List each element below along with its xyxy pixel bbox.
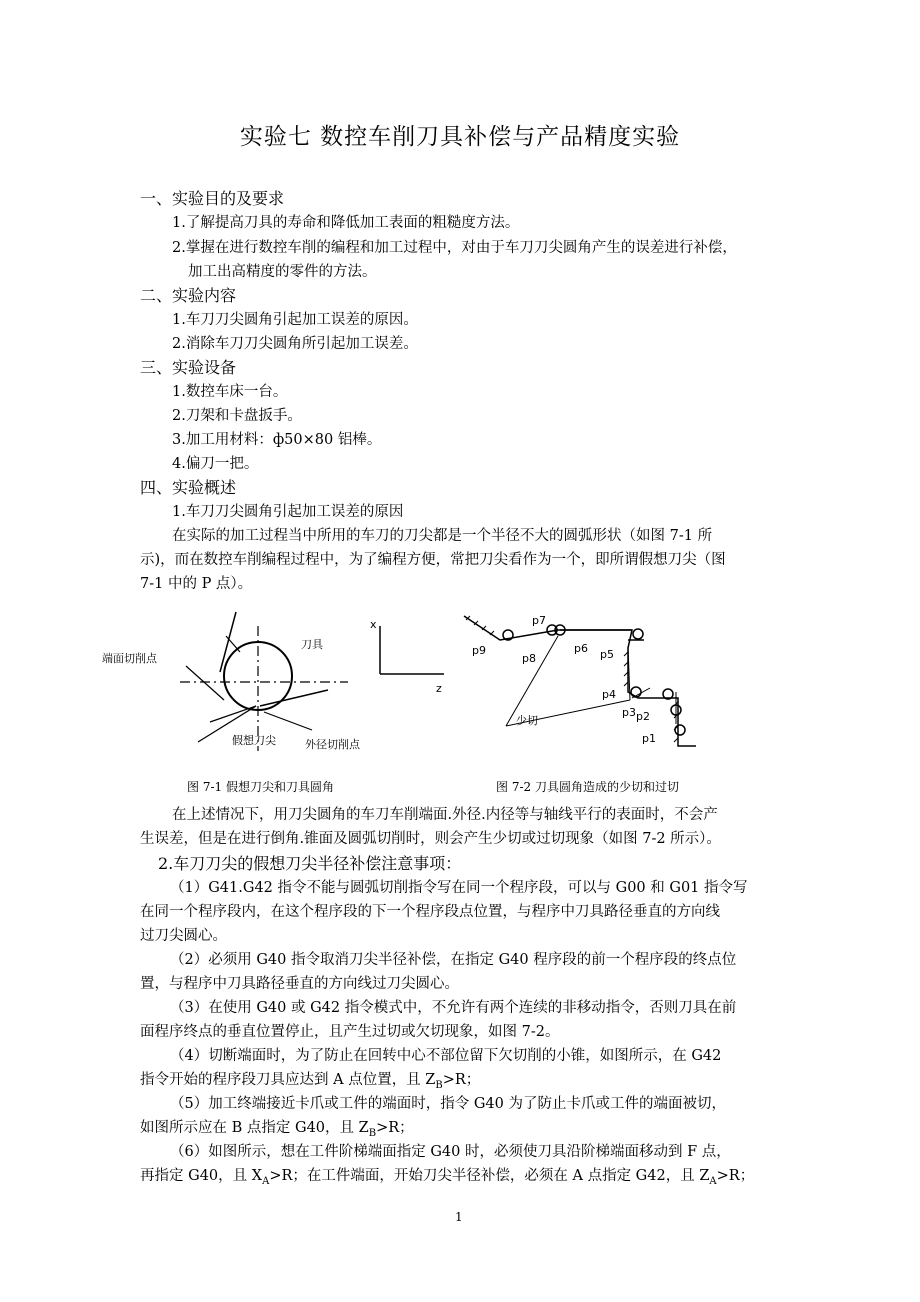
s3-item-3: 3.加工用材料：ф50×80 铝棒。 bbox=[172, 432, 382, 448]
fig1-axis-x: x bbox=[370, 618, 377, 631]
figure-7-1-caption: 图 7-1 假想刀尖和刀具圆角 bbox=[187, 780, 334, 794]
fig1-axis-z: z bbox=[436, 682, 442, 695]
s3-item-1: 1.数控车床一台。 bbox=[172, 384, 288, 400]
fig1-label-outer: 外径切削点 bbox=[305, 738, 360, 751]
section-heading-2: 二、实验内容 bbox=[140, 286, 237, 305]
note-3b: 面程序终点的垂直位置停止，且产生过切或欠切现象，如图 7-2。 bbox=[140, 1024, 560, 1040]
s4-sub-1: 1.车刀刀尖圆角引起加工误差的原因 bbox=[172, 504, 404, 520]
note-3a: （3）在使用 G40 或 G42 指令模式中，不允许有两个连续的非移动指令，否则刀具在前 bbox=[170, 1000, 737, 1016]
note-5b: 如图所示应在 B 点指定 G40，且 $Z_B>R$； bbox=[140, 1120, 414, 1139]
figure-7-2 bbox=[460, 606, 710, 756]
fig2-point-p4: p4 bbox=[602, 688, 616, 701]
fig2-point-p1: p1 bbox=[642, 732, 656, 745]
note-4a: （4）切断端面时，为了防止在回转中心不部位留下欠切削的小锥，如图所示，在 G42 bbox=[170, 1048, 722, 1064]
page-number: 1 bbox=[455, 1210, 463, 1224]
fig2-label-under: 少切 bbox=[516, 714, 538, 727]
s1-item-2a: 2.掌握在进行数控车削的编程和加工过程中，对由于车刀刀尖圆角产生的误差进行补偿， bbox=[172, 240, 737, 256]
note-2a: （2）必须用 G40 指令取消刀尖半径补偿，在指定 G40 程序段的前一个程序段的终点位 bbox=[170, 952, 737, 968]
fig2-point-p8: p8 bbox=[522, 652, 536, 665]
note-4b: 指令开始的程序段刀具应达到 A 点位置，且 $Z_B>R$； bbox=[140, 1072, 481, 1091]
s1-item-2b: 加工出高精度的零件的方法。 bbox=[188, 264, 377, 280]
s3-item-4: 4.偏刀一把。 bbox=[172, 456, 259, 472]
figure-7-1 bbox=[98, 606, 468, 766]
page-title: 实验七 数控车削刀具补偿与产品精度实验 bbox=[239, 124, 681, 150]
section-heading-4: 四、实验概述 bbox=[140, 478, 237, 497]
s4-para-1c: 7-1 中的 P 点）。 bbox=[140, 576, 253, 592]
note-1a: （1）G41.G42 指令不能与圆弧切削指令写在同一个程序段，可以与 G00 和 G01 指令写 bbox=[170, 880, 748, 896]
s2-item-1: 1.车刀刀尖圆角引起加工误差的原因。 bbox=[172, 312, 418, 328]
note-2b: 置，与程序中刀具路径垂直的方向线过刀尖圆心。 bbox=[140, 976, 459, 992]
s4-para-1a: 在实际的加工过程当中所用的车刀的刀尖都是一个半径不大的圆弧形状（如图 7-1 所 bbox=[172, 528, 713, 544]
fig2-point-p7: p7 bbox=[532, 614, 546, 627]
section-heading-3: 三、实验设备 bbox=[140, 358, 237, 377]
note-1b: 在同一个程序段内，在这个程序段的下一个程序段点位置，与程序中刀具路径垂直的方向线 bbox=[140, 904, 720, 920]
s4-para-1b: 示)，而在数控车削编程过程中，为了编程方便，常把刀尖看作为一个，即所谓假想刀尖（图 bbox=[140, 552, 726, 568]
para-2b: 生误差，但是在进行倒角.锥面及圆弧切削时，则会产生少切或过切现象（如图 7-2 所示）。 bbox=[140, 831, 721, 847]
fig1-label-virtual: 假想刀尖 bbox=[232, 734, 276, 747]
figure-7-2-caption: 图 7-2 刀具圆角造成的少切和过切 bbox=[496, 780, 679, 794]
s1-item-1: 1.了解提高刀具的寿命和降低加工表面的粗糙度方法。 bbox=[172, 215, 520, 231]
note-5a: （5）加工终端接近卡爪或工件的端面时，指令 G40 为了防止卡爪或工件的端面被切， bbox=[170, 1096, 726, 1112]
s2-item-2: 2.消除车刀刀尖圆角所引起加工误差。 bbox=[172, 336, 418, 352]
note-1c: 过刀尖圆心。 bbox=[140, 928, 227, 944]
section-heading-1: 一、实验目的及要求 bbox=[140, 189, 285, 208]
fig1-label-tool: 刀具 bbox=[301, 638, 323, 651]
fig1-label-face: 端面切削点 bbox=[102, 652, 157, 665]
fig2-point-p3: p3 bbox=[622, 706, 636, 719]
fig2-point-p6: p6 bbox=[574, 642, 588, 655]
note-6b: 再指定 G40，且 $X_A>R$；在工件端面，开始刀尖半径补偿，必须在 A 点指定 G42，且 $Z_A>R$； bbox=[140, 1168, 755, 1187]
fig2-point-p5: p5 bbox=[600, 648, 614, 661]
subheading-2: 2.车刀刀尖的假想刀尖半径补偿注意事项： bbox=[158, 854, 462, 873]
para-2a: 在上述情况下，用刀尖圆角的车刀车削端面.外径.内径等与轴线平行的表面时，不会产 bbox=[172, 807, 718, 823]
fig2-point-p9: p9 bbox=[472, 644, 486, 657]
note-6a: （6）如图所示，想在工件阶梯端面指定 G40 时，必须使刀具沿阶梯端面移动到 F 点， bbox=[170, 1144, 731, 1160]
s3-item-2: 2.刀架和卡盘扳手。 bbox=[172, 408, 302, 424]
fig2-point-p2: p2 bbox=[636, 710, 650, 723]
